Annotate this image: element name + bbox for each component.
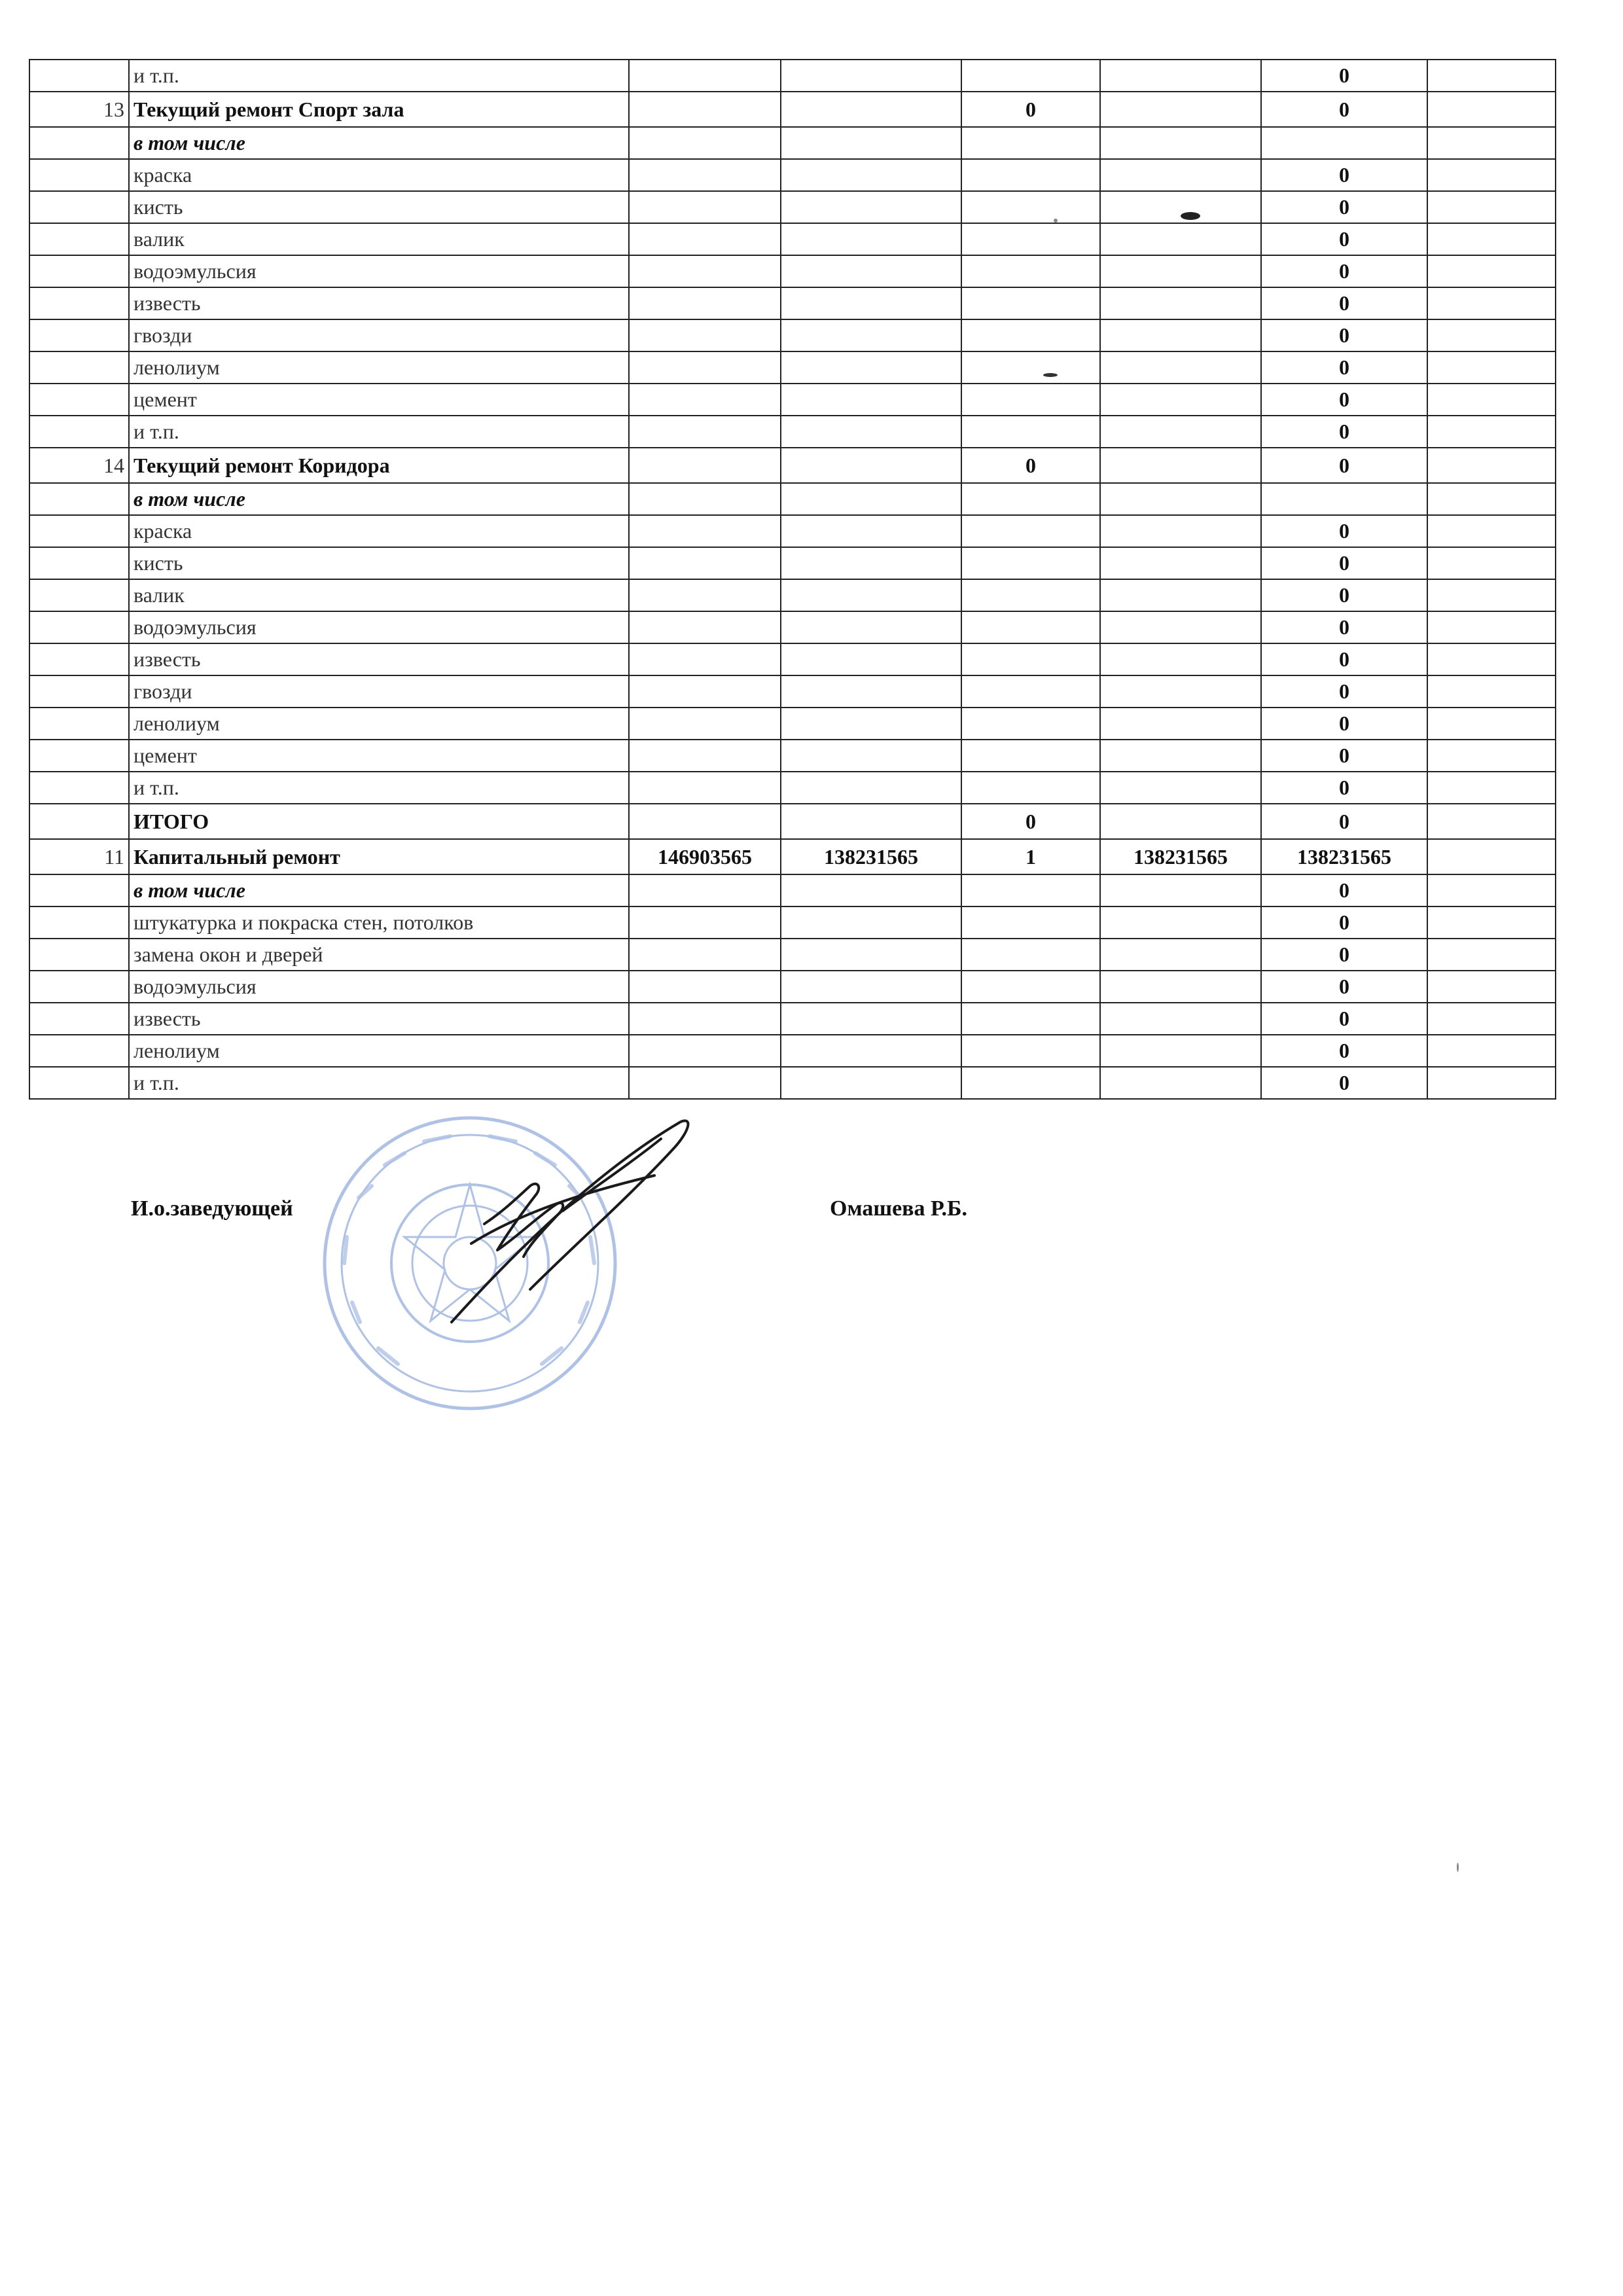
value-cell-c3: 1 <box>961 839 1100 874</box>
value-cell-c1 <box>629 547 781 579</box>
value-cell-c3 <box>961 319 1100 351</box>
value-cell-c3 <box>961 1035 1100 1067</box>
value-cell-c1 <box>629 319 781 351</box>
table-row <box>29 416 1556 448</box>
item-name-cell: валик <box>129 223 629 255</box>
table-row <box>29 1067 1556 1099</box>
value-cell-c4 <box>1100 740 1261 772</box>
value-cell-c2 <box>781 127 961 159</box>
value-cell-c1 <box>629 384 781 416</box>
table-row <box>29 874 1556 906</box>
item-name-cell: Капитальный ремонт <box>129 839 629 874</box>
value-cell-c4 <box>1100 319 1261 351</box>
value-cell-c5: 0 <box>1261 255 1427 287</box>
value-cell-c3: 0 <box>961 92 1100 127</box>
value-cell-c1 <box>629 127 781 159</box>
value-cell-c2 <box>781 255 961 287</box>
value-cell-c4 <box>1100 448 1261 483</box>
value-cell-c3 <box>961 287 1100 319</box>
value-cell-c2 <box>781 483 961 515</box>
value-cell-c4 <box>1100 675 1261 708</box>
value-cell-c3 <box>961 416 1100 448</box>
value-cell-c2 <box>781 874 961 906</box>
value-cell-c6 <box>1427 483 1556 515</box>
value-cell-c5: 0 <box>1261 1067 1427 1099</box>
value-cell-c6 <box>1427 547 1556 579</box>
value-cell-c6 <box>1427 874 1556 906</box>
table-row <box>29 971 1556 1003</box>
value-cell-c6 <box>1427 191 1556 223</box>
value-cell-c2 <box>781 804 961 839</box>
item-name-cell: и т.п. <box>129 1067 629 1099</box>
value-cell-c4 <box>1100 483 1261 515</box>
row-number-cell <box>29 971 129 1003</box>
value-cell-c2 <box>781 223 961 255</box>
value-cell-c5: 0 <box>1261 159 1427 191</box>
value-cell-c6 <box>1427 643 1556 675</box>
table-row <box>29 611 1556 643</box>
row-number-cell <box>29 643 129 675</box>
item-name-cell: Текущий ремонт Коридора <box>129 448 629 483</box>
value-cell-c2 <box>781 547 961 579</box>
value-cell-c1 <box>629 255 781 287</box>
table-row <box>29 906 1556 939</box>
value-cell-c5 <box>1261 127 1427 159</box>
value-cell-c4 <box>1100 1003 1261 1035</box>
item-name-cell: водоэмульсия <box>129 971 629 1003</box>
value-cell-c3 <box>961 675 1100 708</box>
table-row <box>29 675 1556 708</box>
value-cell-c2 <box>781 448 961 483</box>
value-cell-c3 <box>961 159 1100 191</box>
value-cell-c4 <box>1100 287 1261 319</box>
value-cell-c6 <box>1427 255 1556 287</box>
value-cell-c6 <box>1427 384 1556 416</box>
value-cell-c4 <box>1100 611 1261 643</box>
row-number-cell <box>29 127 129 159</box>
value-cell-c6 <box>1427 939 1556 971</box>
value-cell-c3 <box>961 643 1100 675</box>
value-cell-c3 <box>961 740 1100 772</box>
row-number-cell: 14 <box>29 448 129 483</box>
item-name-cell: и т.п. <box>129 416 629 448</box>
value-cell-c6 <box>1427 515 1556 547</box>
value-cell-c6 <box>1427 906 1556 939</box>
value-cell-c3 <box>961 515 1100 547</box>
value-cell-c1: 146903565 <box>629 839 781 874</box>
value-cell-c1 <box>629 515 781 547</box>
table-row <box>29 287 1556 319</box>
value-cell-c3 <box>961 906 1100 939</box>
table-row <box>29 223 1556 255</box>
value-cell-c1 <box>629 675 781 708</box>
value-cell-c4 <box>1100 547 1261 579</box>
value-cell-c2 <box>781 906 961 939</box>
value-cell-c3 <box>961 939 1100 971</box>
value-cell-c5: 0 <box>1261 223 1427 255</box>
value-cell-c1 <box>629 483 781 515</box>
value-cell-c5: 0 <box>1261 1035 1427 1067</box>
budget-table <box>29 59 1556 1100</box>
value-cell-c4 <box>1100 708 1261 740</box>
table-row <box>29 127 1556 159</box>
value-cell-c6 <box>1427 60 1556 92</box>
scan-speck <box>1054 219 1058 223</box>
value-cell-c5: 0 <box>1261 384 1427 416</box>
item-name-cell: ленолиум <box>129 351 629 384</box>
value-cell-c2 <box>781 939 961 971</box>
value-cell-c3 <box>961 191 1100 223</box>
value-cell-c3 <box>961 483 1100 515</box>
value-cell-c5: 0 <box>1261 874 1427 906</box>
row-number-cell <box>29 708 129 740</box>
value-cell-c4 <box>1100 772 1261 804</box>
row-number-cell: 13 <box>29 92 129 127</box>
row-number-cell <box>29 319 129 351</box>
value-cell-c3: 0 <box>961 448 1100 483</box>
table-row <box>29 483 1556 515</box>
item-name-cell: в том числе <box>129 127 629 159</box>
row-number-cell <box>29 906 129 939</box>
value-cell-c3 <box>961 351 1100 384</box>
value-cell-c2 <box>781 416 961 448</box>
value-cell-c1 <box>629 772 781 804</box>
value-cell-c3 <box>961 127 1100 159</box>
value-cell-c2 <box>781 611 961 643</box>
row-number-cell <box>29 384 129 416</box>
table-row <box>29 772 1556 804</box>
value-cell-c5: 0 <box>1261 547 1427 579</box>
value-cell-c4 <box>1100 643 1261 675</box>
item-name-cell: и т.п. <box>129 60 629 92</box>
row-number-cell <box>29 740 129 772</box>
value-cell-c3 <box>961 611 1100 643</box>
scan-speck <box>1181 212 1200 220</box>
value-cell-c2 <box>781 1035 961 1067</box>
table-row <box>29 1003 1556 1035</box>
value-cell-c5: 0 <box>1261 60 1427 92</box>
row-number-cell <box>29 579 129 611</box>
item-name-cell: гвозди <box>129 675 629 708</box>
row-number-cell <box>29 1003 129 1035</box>
table-row <box>29 1035 1556 1067</box>
value-cell-c4 <box>1100 255 1261 287</box>
item-name-cell: штукатурка и покраска стен, потолков <box>129 906 629 939</box>
row-number-cell <box>29 159 129 191</box>
row-number-cell <box>29 287 129 319</box>
value-cell-c4 <box>1100 874 1261 906</box>
value-cell-c4 <box>1100 191 1261 223</box>
row-number-cell <box>29 351 129 384</box>
table-row <box>29 384 1556 416</box>
table-row <box>29 708 1556 740</box>
value-cell-c2 <box>781 159 961 191</box>
value-cell-c1 <box>629 1067 781 1099</box>
value-cell-c6 <box>1427 223 1556 255</box>
value-cell-c6 <box>1427 675 1556 708</box>
value-cell-c5: 0 <box>1261 351 1427 384</box>
scan-speck <box>1457 1863 1459 1872</box>
row-number-cell <box>29 611 129 643</box>
signer-position: И.о.заведующей <box>131 1196 293 1221</box>
value-cell-c5: 0 <box>1261 708 1427 740</box>
row-number-cell: 11 <box>29 839 129 874</box>
value-cell-c1 <box>629 740 781 772</box>
row-number-cell <box>29 60 129 92</box>
row-number-cell <box>29 191 129 223</box>
value-cell-c1 <box>629 906 781 939</box>
handwritten-signature <box>432 1113 707 1374</box>
value-cell-c6 <box>1427 1067 1556 1099</box>
value-cell-c2 <box>781 287 961 319</box>
value-cell-c4 <box>1100 515 1261 547</box>
value-cell-c6 <box>1427 804 1556 839</box>
table-row <box>29 319 1556 351</box>
item-name-cell: валик <box>129 579 629 611</box>
value-cell-c3 <box>961 223 1100 255</box>
value-cell-c3 <box>961 255 1100 287</box>
item-name-cell: в том числе <box>129 874 629 906</box>
value-cell-c6 <box>1427 1035 1556 1067</box>
scan-speck <box>1043 373 1058 377</box>
value-cell-c2 <box>781 971 961 1003</box>
value-cell-c4 <box>1100 971 1261 1003</box>
value-cell-c3 <box>961 708 1100 740</box>
value-cell-c3 <box>961 60 1100 92</box>
value-cell-c2 <box>781 643 961 675</box>
item-name-cell: цемент <box>129 384 629 416</box>
row-number-cell <box>29 483 129 515</box>
value-cell-c5: 0 <box>1261 939 1427 971</box>
value-cell-c3 <box>961 547 1100 579</box>
value-cell-c3 <box>961 971 1100 1003</box>
value-cell-c5: 0 <box>1261 416 1427 448</box>
value-cell-c4 <box>1100 92 1261 127</box>
value-cell-c1 <box>629 351 781 384</box>
value-cell-c6 <box>1427 287 1556 319</box>
table-row <box>29 191 1556 223</box>
item-name-cell: Текущий ремонт Спорт зала <box>129 92 629 127</box>
value-cell-c6 <box>1427 1003 1556 1035</box>
item-name-cell: в том числе <box>129 483 629 515</box>
table-row <box>29 804 1556 839</box>
row-number-cell <box>29 515 129 547</box>
value-cell-c4 <box>1100 1067 1261 1099</box>
value-cell-c6 <box>1427 740 1556 772</box>
value-cell-c5: 0 <box>1261 319 1427 351</box>
value-cell-c1 <box>629 804 781 839</box>
value-cell-c3 <box>961 579 1100 611</box>
row-number-cell <box>29 772 129 804</box>
value-cell-c5: 0 <box>1261 611 1427 643</box>
item-name-cell: известь <box>129 287 629 319</box>
item-name-cell: ленолиум <box>129 1035 629 1067</box>
value-cell-c1 <box>629 1035 781 1067</box>
value-cell-c1 <box>629 708 781 740</box>
value-cell-c5: 0 <box>1261 287 1427 319</box>
value-cell-c4 <box>1100 60 1261 92</box>
value-cell-c2 <box>781 60 961 92</box>
value-cell-c1 <box>629 92 781 127</box>
item-name-cell: гвозди <box>129 319 629 351</box>
value-cell-c6 <box>1427 772 1556 804</box>
value-cell-c5: 0 <box>1261 191 1427 223</box>
table-row <box>29 159 1556 191</box>
value-cell-c1 <box>629 579 781 611</box>
value-cell-c5: 0 <box>1261 740 1427 772</box>
value-cell-c2 <box>781 191 961 223</box>
table-row <box>29 351 1556 384</box>
item-name-cell: ленолиум <box>129 708 629 740</box>
item-name-cell: краска <box>129 159 629 191</box>
value-cell-c2 <box>781 740 961 772</box>
item-name-cell: цемент <box>129 740 629 772</box>
value-cell-c2 <box>781 319 961 351</box>
value-cell-c6 <box>1427 92 1556 127</box>
value-cell-c4 <box>1100 579 1261 611</box>
value-cell-c6 <box>1427 127 1556 159</box>
value-cell-c1 <box>629 287 781 319</box>
value-cell-c6 <box>1427 319 1556 351</box>
value-cell-c4 <box>1100 906 1261 939</box>
value-cell-c3 <box>961 772 1100 804</box>
value-cell-c2 <box>781 1003 961 1035</box>
value-cell-c2 <box>781 92 961 127</box>
value-cell-c1 <box>629 223 781 255</box>
item-name-cell: известь <box>129 1003 629 1035</box>
row-number-cell <box>29 416 129 448</box>
row-number-cell <box>29 223 129 255</box>
value-cell-c5: 0 <box>1261 772 1427 804</box>
row-number-cell <box>29 1035 129 1067</box>
value-cell-c1 <box>629 971 781 1003</box>
table-row <box>29 839 1556 874</box>
table-row <box>29 448 1556 483</box>
value-cell-c5: 0 <box>1261 1003 1427 1035</box>
item-name-cell: водоэмульсия <box>129 255 629 287</box>
value-cell-c6 <box>1427 611 1556 643</box>
row-number-cell <box>29 874 129 906</box>
value-cell-c1 <box>629 448 781 483</box>
table-row <box>29 740 1556 772</box>
value-cell-c4 <box>1100 1035 1261 1067</box>
budget-table-body <box>29 60 1556 1099</box>
value-cell-c4 <box>1100 384 1261 416</box>
table-row <box>29 547 1556 579</box>
value-cell-c4 <box>1100 223 1261 255</box>
row-number-cell <box>29 1067 129 1099</box>
table-row <box>29 92 1556 127</box>
value-cell-c2 <box>781 351 961 384</box>
item-name-cell: замена окон и дверей <box>129 939 629 971</box>
value-cell-c1 <box>629 1003 781 1035</box>
value-cell-c1 <box>629 416 781 448</box>
value-cell-c6 <box>1427 351 1556 384</box>
value-cell-c4 <box>1100 127 1261 159</box>
value-cell-c5: 0 <box>1261 92 1427 127</box>
value-cell-c4 <box>1100 804 1261 839</box>
table-row <box>29 60 1556 92</box>
table-row <box>29 255 1556 287</box>
value-cell-c1 <box>629 874 781 906</box>
value-cell-c4 <box>1100 351 1261 384</box>
row-number-cell <box>29 547 129 579</box>
value-cell-c1 <box>629 611 781 643</box>
value-cell-c6 <box>1427 416 1556 448</box>
value-cell-c5: 0 <box>1261 675 1427 708</box>
value-cell-c6 <box>1427 971 1556 1003</box>
value-cell-c4 <box>1100 939 1261 971</box>
value-cell-c6 <box>1427 579 1556 611</box>
value-cell-c3 <box>961 874 1100 906</box>
value-cell-c5 <box>1261 483 1427 515</box>
value-cell-c2 <box>781 1067 961 1099</box>
value-cell-c5: 0 <box>1261 971 1427 1003</box>
value-cell-c5: 0 <box>1261 515 1427 547</box>
value-cell-c1 <box>629 643 781 675</box>
value-cell-c4: 138231565 <box>1100 839 1261 874</box>
value-cell-c2 <box>781 675 961 708</box>
table-row <box>29 515 1556 547</box>
value-cell-c5: 0 <box>1261 579 1427 611</box>
value-cell-c2 <box>781 579 961 611</box>
value-cell-c5: 138231565 <box>1261 839 1427 874</box>
value-cell-c1 <box>629 159 781 191</box>
value-cell-c2: 138231565 <box>781 839 961 874</box>
row-number-cell <box>29 939 129 971</box>
row-number-cell <box>29 804 129 839</box>
value-cell-c1 <box>629 939 781 971</box>
value-cell-c6 <box>1427 839 1556 874</box>
item-name-cell: краска <box>129 515 629 547</box>
table-row <box>29 579 1556 611</box>
item-name-cell: ИТОГО <box>129 804 629 839</box>
value-cell-c5: 0 <box>1261 448 1427 483</box>
item-name-cell: водоэмульсия <box>129 611 629 643</box>
item-name-cell: известь <box>129 643 629 675</box>
row-number-cell <box>29 675 129 708</box>
value-cell-c4 <box>1100 159 1261 191</box>
value-cell-c5: 0 <box>1261 906 1427 939</box>
value-cell-c3 <box>961 384 1100 416</box>
signer-name: Омашева Р.Б. <box>830 1196 968 1221</box>
item-name-cell: и т.п. <box>129 772 629 804</box>
value-cell-c1 <box>629 60 781 92</box>
value-cell-c5: 0 <box>1261 643 1427 675</box>
value-cell-c2 <box>781 772 961 804</box>
value-cell-c3: 0 <box>961 804 1100 839</box>
item-name-cell: кисть <box>129 547 629 579</box>
value-cell-c6 <box>1427 448 1556 483</box>
value-cell-c4 <box>1100 416 1261 448</box>
value-cell-c6 <box>1427 159 1556 191</box>
item-name-cell: кисть <box>129 191 629 223</box>
value-cell-c3 <box>961 1003 1100 1035</box>
value-cell-c5: 0 <box>1261 804 1427 839</box>
value-cell-c2 <box>781 384 961 416</box>
table-row <box>29 643 1556 675</box>
row-number-cell <box>29 255 129 287</box>
table-row <box>29 939 1556 971</box>
value-cell-c2 <box>781 708 961 740</box>
value-cell-c6 <box>1427 708 1556 740</box>
value-cell-c2 <box>781 515 961 547</box>
value-cell-c1 <box>629 191 781 223</box>
value-cell-c3 <box>961 1067 1100 1099</box>
